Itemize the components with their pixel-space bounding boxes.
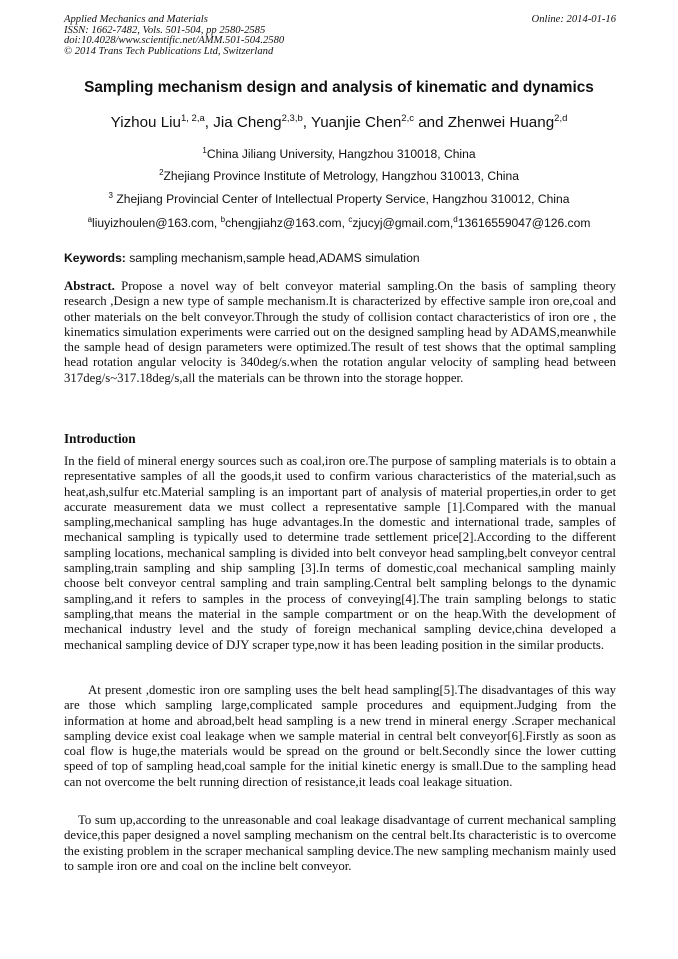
doi-line: doi:10.4028/www.scientific.net/AMM.501-504.2580 (64, 35, 285, 47)
author-separator: , (204, 114, 214, 131)
journal-header (64, 15, 616, 58)
issn-line: ISSN: 1662-7482, Vols. 501-504, pp 2580-2585 (64, 24, 266, 36)
keywords-label: Keywords: (64, 251, 126, 265)
affiliation-1 (30, 147, 648, 161)
abstract-label: Abstract. (64, 279, 115, 293)
abstract (64, 279, 616, 386)
author-superscript: 2,3,b (281, 113, 303, 124)
keywords-text: sampling mechanism,sample head,ADAMS simulation (125, 251, 420, 265)
author-name: Jia Cheng (213, 114, 282, 131)
keywords (64, 251, 420, 265)
intro-paragraph-1: In the field of mineral energy sources such as coal,iron ore.The purpose of sampling materials is to obtain a representative samples of all the goods,it used to confirm various characteristics of the material,such as heat,ash,sulfur etc.Material sampling is an important part of analysis of material properties,in order to get accurate measurement data we must collect a representative sample [1].Compared with the manual sampling,mechanical sampling has huge advantages.In the domestic and international trade, samples of mechanical sampling is typically used to determine trade settlement price[2].According to the different sampling locations, mechanical sampling is divided into belt conveyor head sampling,belt conveyor central sampling,train sampling and ship sampling [3].In terms of domestic,coal mechanical sampling mainly choose belt conveyor central sampling and train sampling.Central belt sampling belongs to the dynamic sampling,and it refers to samples in the process of conveying[4].The train sampling belongs to static sampling,that means the material in the sample compartment or on the heap.With the development of mechanical industry level and the study of foreign mechanical sampling device,china developed a mechanical sampling device of DJY scraper type,now it has been leading position in the similar products. (64, 454, 616, 652)
author-superscript: 2,d (554, 113, 568, 124)
author-separator: , (302, 114, 311, 131)
author-superscript: 2,c (401, 113, 414, 124)
author-name: Zhenwei Huang (447, 114, 555, 131)
intro-paragraph-2: At present ,domestic iron ore sampling uses the belt head sampling[5].The disadvantages of this way are those which sampling large,complicated sample procedures and equipment.Judging from the information at home and abroad,belt head sampling is a new trend in mineral energy .Scraper mechanical sampling device exist coal leakage when we sample material in central belt conveyor[6].Firstly as soon as coal flow is huge,the materials would be spread on the ground or belt.Secondly since the lower cutting speed of top of sampling head,coal sample for the initial kinetic energy is small.Due to the sampling head can not overcome the belt running direction of resistance,it leads coal leakage situation. (64, 683, 616, 789)
affiliation-marker: 1 (202, 146, 207, 155)
section-heading-introduction: Introduction (64, 431, 136, 446)
affiliation-text: Zhejiang Province Institute of Metrology, Hangzhou 310013, China (163, 169, 519, 183)
email-marker: a (87, 215, 93, 224)
affiliation-text: China Jiliang University, Hangzhou 310018, China (206, 147, 476, 161)
abstract-text: Propose a novel way of belt conveyor material sampling.On the basis of sampling theory research ,Design a new type of sample mechanism.It is characterized by effective sample iron ore,coal and other materials on the belt conveyor.Through the study of collision contact characteristics of iron ore , the kinematics simulation experiments were carried out on the designed sampling head by ADAMS,meanwhile the sample head of design parameters were optimized.The result of test shows that the optimal sampling head rotation angular velocity is 340deg/s.when the rotation angular velocity of sampling head between 317deg/s~317.18deg/s,all the materials can be thrown into the storage hopper. (64, 279, 616, 385)
email-text: zjucyj@gmail.com, (352, 216, 454, 230)
email-marker: d (453, 215, 458, 224)
email-marker: c (348, 215, 353, 224)
author-list (30, 114, 648, 131)
author-separator: and (413, 114, 448, 131)
affiliation-2 (30, 169, 648, 183)
affiliation-text: Zhejiang Provincial Center of Intellectual Property Service, Hangzhou 310012, China (112, 192, 570, 206)
paper-title: Sampling mechanism design and analysis of kinematic and dynamics (84, 79, 594, 96)
author-name: Yuanjie Chen (310, 114, 402, 131)
affiliation-marker: 3 (108, 191, 113, 200)
author-name: Yizhou Liu (110, 114, 181, 131)
affiliation-3 (30, 192, 648, 206)
affiliation-marker: 2 (159, 168, 164, 177)
intro-paragraph-3: To sum up,according to the unreasonable and coal leakage disadvantage of current mechanical sampling device,this paper designed a novel sampling mechanism on the central belt.Its characteristic is to overcome the existing problem in the scraper mechanical sampling device.The new sampling mechanism mainly used to sample iron ore and coal on the incline belt conveyor. (64, 813, 616, 873)
copyright-line: © 2014 Trans Tech Publications Ltd, Switzerland (64, 46, 274, 58)
email-text: chengjiahz@163.com, (225, 216, 349, 230)
author-emails (30, 216, 648, 230)
email-marker: b (220, 215, 226, 224)
author-superscript: 1, 2,a (181, 113, 205, 124)
journal-name: Applied Mechanics and Materials (64, 14, 208, 25)
email-text: liuyizhoulen@163.com, (92, 216, 221, 230)
online-date: Online: 2014-01-16 (531, 14, 616, 25)
email-text: 13616559047@126.com (457, 216, 591, 230)
